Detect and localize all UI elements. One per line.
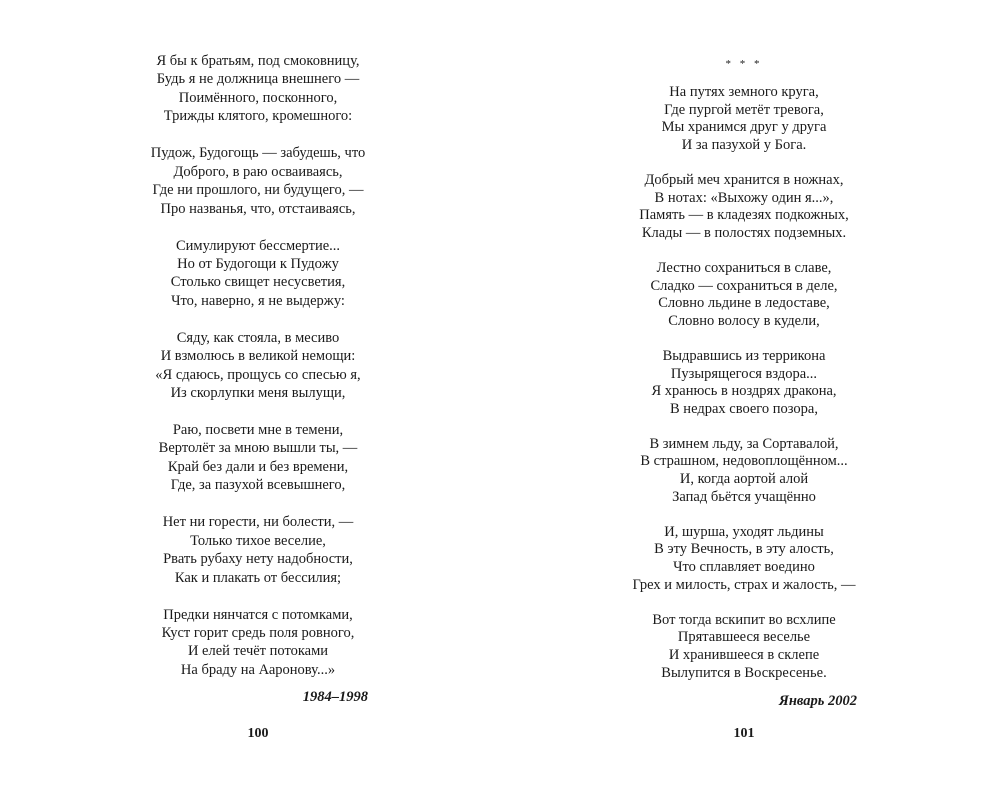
verse-line: Память — в кладезях подкожных, <box>639 207 849 224</box>
verse-line: Край без дали и без времени, <box>167 458 349 475</box>
verse-line: Трижды клятого, кромешного: <box>163 108 353 125</box>
verse-line: Рвать рубаху нету надобности, <box>163 551 353 568</box>
verse-line: И елей течёт потоками <box>187 643 329 660</box>
verse-line: Раю, посвети мне в темени, <box>172 422 344 438</box>
stanza <box>594 348 894 418</box>
verse-line: В недрах своего позора, <box>670 400 818 417</box>
verse-line: И взмолюсь в великой немощи: <box>160 348 356 365</box>
verse-line: Словно волосу в кудели, <box>668 312 820 329</box>
verse-line: Будь я не должница внешнего — <box>156 71 360 88</box>
verse-line: Мы хранимся друг у друга <box>661 119 827 136</box>
verse-line: Клады — в полостях подземных. <box>641 224 847 241</box>
section-separator: * * * <box>725 58 763 70</box>
verse-line: И за пазухой у Бога. <box>681 136 807 153</box>
stanza <box>594 260 894 330</box>
verse-line: Что сплавляет воедино <box>673 559 815 576</box>
page-number: 100 <box>247 726 269 741</box>
verse-line: Нет ни горести, ни болести, — <box>162 514 354 531</box>
verse-line: На путях земного круга, <box>669 84 819 100</box>
poem-date: 1984–1998 <box>302 689 368 705</box>
verse-line: Я хранюсь в ноздрях дракона, <box>651 383 837 400</box>
verse-line: «Я сдаюсь, прощусь со спесью я, <box>155 366 361 383</box>
verse-line: Добрый меч хранится в ножнах, <box>644 171 844 188</box>
verse-line: На браду на Ааронову...» <box>180 661 336 678</box>
verse-line: Поимённого, посконного, <box>178 89 338 106</box>
stanza <box>594 524 894 594</box>
verse-line: Выдравшись из террикона <box>662 347 826 364</box>
verse-line: Пузырящегося вздора... <box>670 365 818 382</box>
verse-line: Прятавшееся веселье <box>677 629 811 646</box>
stanza <box>594 172 894 242</box>
poem-date: Январь 2002 <box>778 693 857 709</box>
verse-line: Предки нянчатся с потомками, <box>163 606 353 623</box>
stanza <box>594 436 894 506</box>
verse-line: Словно льдине в ледоставе, <box>658 295 830 312</box>
verse-line: Только тихое веселие, <box>190 532 326 549</box>
verse-line: Что, наверно, я не выдержу: <box>171 292 345 309</box>
verse-line: В зимнем льду, за Сортавалой, <box>649 435 839 452</box>
verse-line: Про названья, что, отстаиваясь, <box>160 200 356 217</box>
stanza <box>594 612 894 682</box>
verse-line: Где ни прошлого, ни будущего, — <box>152 182 364 199</box>
verse-line: Но от Будогощи к Пудожу <box>177 255 339 272</box>
verse-line: Симулируют бессмертие... <box>175 237 341 254</box>
verse-line: Где, за пазухой всевышнего, <box>170 477 346 494</box>
verse-line: Я бы к братьям, под смоковницу, <box>156 53 360 69</box>
verse-line: В нотах: «Выхожу один я...», <box>654 189 834 206</box>
verse-line: Как и плакать от бессилия; <box>174 569 342 586</box>
verse-line: Пудож, Будогощь — забудешь, что <box>150 145 366 162</box>
verse-line: В эту Вечность, в эту алость, <box>654 541 834 558</box>
verse-line: Где пургой метёт тревога, <box>664 101 824 118</box>
verse-line: И, шурша, уходят льдины <box>664 523 824 540</box>
verse-line: Из скорлупки меня вылущи, <box>170 385 346 402</box>
verse-line: Запад бьётся учащённо <box>672 488 816 505</box>
verse-line: Грех и милость, страх и жалость, — <box>632 576 856 593</box>
stanza <box>594 84 894 154</box>
verse-line: Вертолёт за мною вышли ты, — <box>158 440 358 457</box>
verse-line: Вылупится в Воскресенье. <box>661 664 827 681</box>
verse-line: Столько свищет несусветия, <box>170 274 346 291</box>
verse-line: Куст горит средь поля ровного, <box>161 624 355 641</box>
verse-line: Сяду, как стояла, в месиво <box>176 329 340 346</box>
verse-line: Доброго, в раю осваиваясь, <box>173 163 343 180</box>
verse-line: Вот тогда вскипит во всхлипе <box>652 611 836 628</box>
verse-line: Сладко — сохраниться в деле, <box>650 277 838 294</box>
poem-right <box>594 84 894 700</box>
verse-line: Лестно сохраниться в славе, <box>656 259 832 276</box>
verse-line: В страшном, недовоплощённом... <box>640 453 848 470</box>
verse-line: И хранившееся в склепе <box>668 647 820 663</box>
page-number: 101 <box>733 726 755 741</box>
verse-line: И, когда аортой алой <box>679 471 809 488</box>
